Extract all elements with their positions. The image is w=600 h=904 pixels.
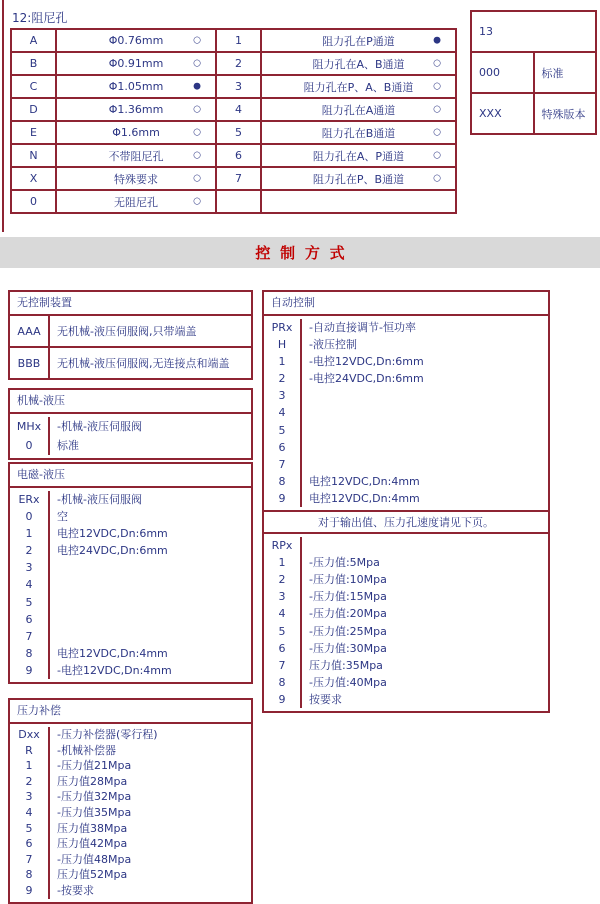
availability-dot-icon: ○ xyxy=(193,58,201,68)
damping-desc-cell: 无阻尼孔 ○ xyxy=(56,190,216,213)
damping-code-cell: 4 xyxy=(216,98,261,121)
code-cell: 5 xyxy=(10,594,50,611)
desc-cell: -液压控制 xyxy=(309,338,357,352)
desc-cell xyxy=(50,594,251,611)
damping-section-header: 12:阻尼孔 xyxy=(12,11,68,25)
damping-desc-cell: Φ0.76mm ○ xyxy=(56,29,216,52)
desc-cell xyxy=(50,559,251,576)
availability-dot-icon: ○ xyxy=(433,58,441,68)
desc-cell: -压力值48Mpa xyxy=(57,852,132,866)
code-cell: R xyxy=(10,743,50,759)
note-row: 对于输出值、压力孔速度请见下页。 xyxy=(264,510,548,534)
table-row xyxy=(10,525,251,542)
code-cell: H xyxy=(264,336,302,353)
damping-code-cell: 5 xyxy=(216,121,261,144)
table-row xyxy=(264,657,548,674)
code-cell: 5 xyxy=(264,422,302,439)
damping-desc-cell: 阻力孔在P、B通道 ○ xyxy=(261,167,456,190)
desc-cell: -压力补偿器(零行程) xyxy=(57,728,158,741)
table-row xyxy=(264,640,548,657)
code-cell: 7 xyxy=(10,628,50,645)
code-cell: BBB xyxy=(10,348,50,378)
desc-cell: 空 xyxy=(57,510,68,524)
table-row xyxy=(10,852,251,868)
table-row xyxy=(10,645,251,662)
code-cell: 1 xyxy=(10,525,50,542)
desc-cell: -电控24VDC,Dn:6mm xyxy=(309,372,424,386)
availability-dot-icon: ● xyxy=(433,35,441,45)
code-cell: 1 xyxy=(264,554,302,571)
desc-cell xyxy=(50,628,251,645)
desc-cell: 电控12VDC,Dn:6mm xyxy=(57,527,168,541)
table-row xyxy=(264,370,548,387)
desc-cell: 压力值38Mpa xyxy=(57,821,128,835)
damping-code-cell: 2 xyxy=(216,52,261,75)
version-label-cell: 标准 xyxy=(534,52,597,93)
damping-code-cell: 0 xyxy=(11,190,56,213)
code-cell: 9 xyxy=(264,490,302,507)
table-title: 机械-液压 xyxy=(10,390,251,414)
desc-cell: -自动直接调节-恒功率 xyxy=(309,321,416,334)
desc-cell: -压力值35Mpa xyxy=(57,805,132,819)
desc-cell: 无机械-液压伺服阀,只带端盖 xyxy=(57,325,197,338)
code-cell: 2 xyxy=(264,370,302,387)
damping-desc-cell: Φ1.36mm ○ xyxy=(56,98,216,121)
code-cell: 3 xyxy=(10,789,50,805)
desc-cell: 电控12VDC,Dn:4mm xyxy=(309,474,420,488)
table-row xyxy=(264,319,548,336)
code-cell: 5 xyxy=(10,821,50,837)
desc-cell: -机械补偿器 xyxy=(57,743,116,757)
table-row xyxy=(264,422,548,439)
table-title: 电磁-液压 xyxy=(10,464,251,488)
version-row xyxy=(471,52,596,93)
table-row xyxy=(264,623,548,640)
mechanical-hydraulic-table xyxy=(8,388,253,460)
code-cell: 1 xyxy=(264,353,302,370)
availability-dot-icon: ○ xyxy=(193,35,201,45)
table-row xyxy=(264,691,548,708)
availability-dot-icon: ● xyxy=(193,81,201,91)
table-row xyxy=(10,316,251,348)
desc-cell: 压力值:35Mpa xyxy=(309,658,383,672)
code-cell: 4 xyxy=(264,404,302,421)
table-row xyxy=(10,542,251,559)
table-row xyxy=(264,473,548,490)
desc-cell xyxy=(302,422,548,439)
table-row xyxy=(264,490,548,507)
table-row xyxy=(10,611,251,628)
code-cell: 4 xyxy=(10,805,50,821)
desc-cell: -电控12VDC,Dn:4mm xyxy=(57,663,172,677)
damping-code-cell: 3 xyxy=(216,75,261,98)
damping-desc-cell: 阻力孔在P、A、B通道 ○ xyxy=(261,75,456,98)
code-cell: 9 xyxy=(10,883,50,899)
availability-dot-icon: ○ xyxy=(193,104,201,114)
table-row xyxy=(10,491,251,508)
code-cell: 8 xyxy=(10,867,50,883)
table-row xyxy=(264,336,548,353)
code-cell: 3 xyxy=(264,387,302,404)
availability-dot-icon: ○ xyxy=(193,127,201,137)
desc-cell: 按要求 xyxy=(309,692,342,706)
table-row xyxy=(10,758,251,774)
code-cell: 6 xyxy=(10,836,50,852)
code-cell: 8 xyxy=(264,674,302,691)
table-row xyxy=(264,674,548,691)
table-row xyxy=(10,348,251,378)
damping-table xyxy=(10,28,457,214)
availability-dot-icon: ○ xyxy=(193,150,201,160)
table-row xyxy=(264,439,548,456)
damping-table-row xyxy=(11,167,456,190)
desc-cell: -压力值:20Mpa xyxy=(309,607,387,621)
code-cell: 9 xyxy=(264,691,302,708)
code-cell: 6 xyxy=(264,439,302,456)
desc-cell: 标准 xyxy=(57,439,79,452)
damping-table-row xyxy=(11,98,456,121)
availability-dot-icon: ○ xyxy=(433,173,441,183)
code-cell: 1 xyxy=(10,758,50,774)
damping-table-row xyxy=(11,29,456,52)
code-cell: 3 xyxy=(264,588,302,605)
code-cell: 5 xyxy=(264,623,302,640)
damping-desc-cell xyxy=(261,190,456,213)
desc-cell xyxy=(50,576,251,593)
desc-cell: 无机械-液压伺服阀,无连接点和端盖 xyxy=(57,357,230,370)
left-margin-rule xyxy=(2,0,4,232)
desc-cell: 电控12VDC,Dn:4mm xyxy=(57,646,168,660)
table-row xyxy=(10,662,251,679)
code-cell: PRx xyxy=(264,319,302,336)
table-row xyxy=(10,883,251,899)
damping-table-row xyxy=(11,75,456,98)
code-cell: 0 xyxy=(10,436,50,455)
damping-desc-cell: 阻力孔在B通道 ○ xyxy=(261,121,456,144)
desc-cell: -机械-液压伺服阀 xyxy=(57,420,142,433)
table-row xyxy=(10,836,251,852)
desc-cell: -压力值:10Mpa xyxy=(309,573,387,587)
version-title-row xyxy=(471,11,596,52)
code-cell: 7 xyxy=(264,657,302,674)
code-cell: AAA xyxy=(10,316,50,346)
version-row xyxy=(471,93,596,134)
code-cell: 2 xyxy=(264,571,302,588)
table-title: 压力补偿 xyxy=(10,700,251,724)
damping-code-cell: E xyxy=(11,121,56,144)
table-row xyxy=(264,456,548,473)
table-row xyxy=(10,727,251,743)
damping-code-cell: X xyxy=(11,167,56,190)
code-cell: 6 xyxy=(10,611,50,628)
damping-code-cell: 7 xyxy=(216,167,261,190)
table-row xyxy=(264,588,548,605)
code-cell: 2 xyxy=(10,542,50,559)
code-cell: ERx xyxy=(10,491,50,508)
code-cell: 4 xyxy=(10,576,50,593)
table-row xyxy=(264,554,548,571)
code-cell: 9 xyxy=(10,662,50,679)
availability-dot-icon: ○ xyxy=(433,150,441,160)
damping-code-cell: 1 xyxy=(216,29,261,52)
desc-cell: -压力值:25Mpa xyxy=(309,624,387,638)
table-row xyxy=(10,594,251,611)
automatic-control-table xyxy=(262,290,550,713)
desc-cell: 压力值42Mpa xyxy=(57,837,128,851)
desc-cell: -压力值32Mpa xyxy=(57,790,132,804)
damping-table-row xyxy=(11,52,456,75)
pressure-compensation-table xyxy=(8,698,253,904)
desc-cell xyxy=(302,439,548,456)
damping-desc-cell: 阻力孔在A、P通道 ○ xyxy=(261,144,456,167)
desc-cell xyxy=(302,456,548,473)
desc-cell: -压力值21Mpa xyxy=(57,759,132,773)
damping-desc-cell: 阻力孔在A通道 ○ xyxy=(261,98,456,121)
table-row xyxy=(10,743,251,759)
table-row xyxy=(10,508,251,525)
table-row xyxy=(10,628,251,645)
code-cell: 3 xyxy=(10,559,50,576)
table-row xyxy=(10,774,251,790)
table-row xyxy=(10,417,251,436)
availability-dot-icon: ○ xyxy=(193,173,201,183)
table-row xyxy=(264,571,548,588)
desc-cell: -压力值:30Mpa xyxy=(309,641,387,655)
damping-table-row xyxy=(11,190,456,213)
damping-code-cell: 6 xyxy=(216,144,261,167)
code-cell: 4 xyxy=(264,605,302,622)
version-code-cell: 000 xyxy=(471,52,534,93)
desc-cell: 电控12VDC,Dn:4mm xyxy=(309,491,420,505)
table-title: 自动控制 xyxy=(264,292,548,316)
section-banner xyxy=(0,237,600,268)
damping-desc-cell: 特殊要求 ○ xyxy=(56,167,216,190)
table-row xyxy=(264,537,548,554)
availability-dot-icon: ○ xyxy=(193,196,201,206)
code-cell: Dxx xyxy=(10,727,50,743)
table-row xyxy=(264,387,548,404)
damping-desc-cell: Φ0.91mm ○ xyxy=(56,52,216,75)
electro-hydraulic-table xyxy=(8,462,253,684)
table-row xyxy=(10,559,251,576)
desc-cell: -压力值:15Mpa xyxy=(309,590,387,604)
version-position-cell: 13 xyxy=(471,11,596,52)
desc-cell xyxy=(50,611,251,628)
table-row xyxy=(10,436,251,455)
code-cell: 8 xyxy=(10,645,50,662)
table-row xyxy=(10,789,251,805)
desc-cell: -机械-液压伺服阀 xyxy=(57,493,142,506)
banner-title: 控制方式 xyxy=(255,244,355,262)
table-row xyxy=(264,605,548,622)
version-label-cell: 特殊版本 xyxy=(534,93,597,134)
desc-cell: 压力值28Mpa xyxy=(57,774,128,788)
availability-dot-icon: ○ xyxy=(433,81,441,91)
code-cell: RPx xyxy=(264,537,302,554)
desc-cell xyxy=(302,404,548,421)
table-row xyxy=(264,353,548,370)
desc-cell: 电控24VDC,Dn:6mm xyxy=(57,544,168,558)
desc-cell: -压力值:40Mpa xyxy=(309,675,387,689)
table-title: 无控制装置 xyxy=(10,292,251,316)
table-row xyxy=(10,805,251,821)
damping-desc-cell: 阻力孔在P通道 ● xyxy=(261,29,456,52)
version-table xyxy=(470,10,597,135)
desc-cell: -按要求 xyxy=(57,883,94,897)
version-code-cell: XXX xyxy=(471,93,534,134)
damping-code-cell: A xyxy=(11,29,56,52)
damping-code-cell: B xyxy=(11,52,56,75)
damping-desc-cell: Φ1.6mm ○ xyxy=(56,121,216,144)
desc-cell: -电控12VDC,Dn:6mm xyxy=(309,355,424,369)
desc-cell: -压力值:5Mpa xyxy=(309,556,380,570)
table-row xyxy=(264,404,548,421)
code-cell: 8 xyxy=(264,473,302,490)
availability-dot-icon: ○ xyxy=(433,127,441,137)
code-cell: MHx xyxy=(10,417,50,436)
damping-desc-cell: 阻力孔在A、B通道 ○ xyxy=(261,52,456,75)
code-cell: 7 xyxy=(264,456,302,473)
table-row xyxy=(10,867,251,883)
code-cell: 2 xyxy=(10,774,50,790)
code-cell: 6 xyxy=(264,640,302,657)
damping-code-cell: D xyxy=(11,98,56,121)
damping-code-cell xyxy=(216,190,261,213)
damping-table-row xyxy=(11,121,456,144)
damping-code-cell: C xyxy=(11,75,56,98)
code-cell: 7 xyxy=(10,852,50,868)
damping-table-row xyxy=(11,144,456,167)
desc-cell xyxy=(302,387,548,404)
code-cell: 0 xyxy=(10,508,50,525)
desc-cell xyxy=(302,537,548,554)
damping-desc-cell: Φ1.05mm ● xyxy=(56,75,216,98)
damping-code-cell: N xyxy=(11,144,56,167)
table-row xyxy=(10,576,251,593)
table-row xyxy=(10,821,251,837)
no-control-table xyxy=(8,290,253,380)
desc-cell: 压力值52Mpa xyxy=(57,868,128,882)
availability-dot-icon: ○ xyxy=(433,104,441,114)
damping-desc-cell: 不带阻尼孔 ○ xyxy=(56,144,216,167)
